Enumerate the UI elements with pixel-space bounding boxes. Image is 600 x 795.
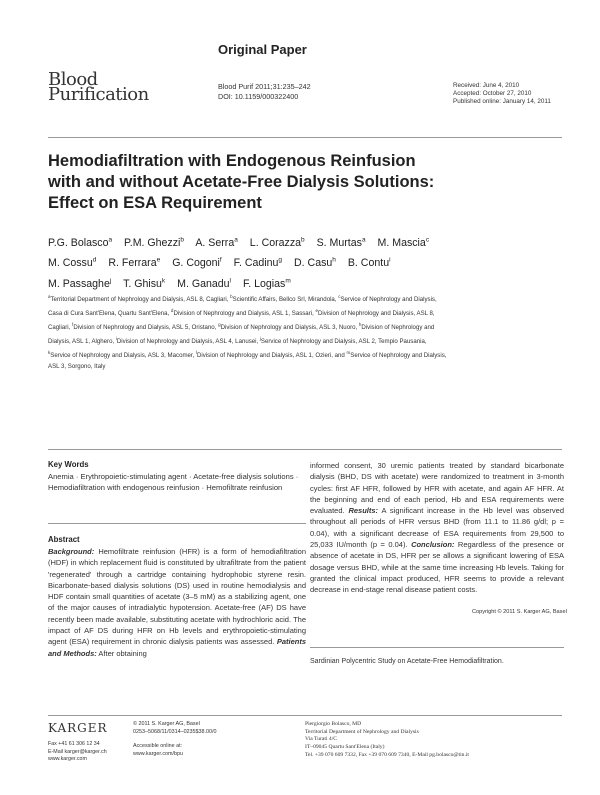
author-affiliation-mark: b	[301, 236, 305, 243]
methods-text-start: After obtaining	[96, 648, 147, 658]
running-head: Sardinian Polycentric Study on Acetate-Free Hemodiafiltration.	[310, 658, 504, 665]
correspondence	[305, 721, 469, 760]
online-url[interactable]: www.karger.com/bpu	[133, 750, 184, 757]
journal-logo	[48, 69, 149, 105]
affiliation-mark: e	[315, 307, 318, 313]
author-name	[48, 278, 111, 290]
methods-text-rest: informed consent, 30 uremic patients treated by standard bicarbonate dialysis (BHD, DS with acetate) were randomized to treatment in 3-month cycles: first AF HFR, followed by HFR with acetate, and again AF HFR. At the beginning and end of each period, Hb and ESA requirements were evaluated.	[310, 461, 564, 516]
results-label: Results:	[348, 506, 379, 516]
author-affiliation-mark: a	[361, 236, 366, 243]
author-affiliation-mark: e	[156, 256, 161, 264]
author-affiliation-mark: f	[219, 256, 222, 264]
affiliation-text: Division of Nephrology and Dialysis, ASL 1, Sassari,	[173, 309, 316, 317]
doi[interactable]: DOI: 10.1159/000322400	[218, 92, 299, 101]
author-name	[234, 257, 282, 269]
author-text: F. Cadinu	[233, 257, 279, 270]
author-name	[177, 278, 231, 290]
abstract-heading: Abstract	[48, 535, 80, 544]
issn: 0253–5068/11/0314–0235$38.00/0	[133, 728, 217, 735]
keywords-divider	[48, 523, 306, 524]
affiliation-mark: g	[218, 321, 221, 327]
author-name	[48, 237, 112, 249]
publisher-logo: KARGER	[48, 721, 108, 735]
affiliation-mark: i	[115, 335, 117, 341]
affiliation-mark: a	[48, 294, 51, 299]
affiliation-mark: b	[230, 294, 233, 299]
conclusion-text: Regardless of the presence or absence of acetate in DS, HFR per se allows a significant lowering of ESA dosage versus BHD, while at the same time increasing Hb levels. Taking for granted the clinical impact produced, HFR seems to provide a relevant decrease in end-stage renal disease patient costs.	[310, 540, 565, 595]
affiliation-mark: h	[358, 321, 362, 327]
author-name	[243, 278, 291, 290]
background-text: Hemofiltrate reinfusion (HFR) is a form of hemodiafiltration (HDF) in which replacement fluid is constituted by ultrafiltrate from the patient 'regenerated' through a cartridge containing hydrophobic styrene resin. Bicarbonate-based dialysis solutions (DS) used in routine hemodialysis and HDF contain small quantities of acetate (3–5 mM) as a stabilizing agent, one of the major causes of intradialytic hypotension. Acetate-free (AF) DS have recently been made available, substituting acetate with hydrochloric acid. The impact of AF DS during HFR on Hb levels and erythropoietic-stimulating agent (ESA) requirement in chronic dialysis patients was assessed.	[48, 547, 306, 647]
middle-divider	[48, 449, 562, 450]
author-name	[250, 237, 305, 249]
author-text: S. Murtas	[316, 236, 362, 249]
running-head-divider	[310, 647, 564, 648]
affiliation-text: Service of Nephrology and Dialysis, Casa di Cura Sant'Elena, Quartu Sant'Elena,	[48, 296, 437, 317]
author-name	[294, 257, 336, 269]
affiliation-text: Service of Nephrology and Dialysis, ASL 3, Macomer,	[50, 351, 197, 359]
affiliation-mark: d	[170, 307, 174, 313]
author-text: D. Casu	[294, 257, 333, 270]
title-line-3: Effect on ESA Requirement	[48, 194, 262, 212]
affiliation-mark: m	[346, 349, 351, 355]
author-text: P.M. Ghezzi	[124, 236, 181, 249]
publication-info	[133, 721, 217, 758]
affiliation-text: Division of Nephrology and Dialysis, ASL 3, Nuoro,	[220, 323, 359, 331]
author-affiliation-mark: g	[278, 256, 283, 264]
background-label: Background:	[48, 547, 95, 556]
publisher-web[interactable]: www.karger.com	[48, 756, 87, 763]
affiliation-text: Division of Nephrology and Dialysis, ASL 5, Oristano,	[73, 323, 219, 331]
section-label: Original Paper	[218, 42, 307, 57]
affiliation-text: Service of Nephrology and Dialysis, ASL 3, Sorgono, Italy	[48, 351, 447, 370]
author-text: M. Mascia	[377, 236, 426, 249]
journal-logo-line1: Blood	[48, 69, 98, 90]
author-text: L. Corazza	[249, 236, 302, 249]
author-name	[123, 278, 165, 290]
affiliation-mark: c	[338, 294, 341, 299]
author-affiliation-mark: b	[180, 236, 184, 243]
affiliation-text: Division of Nephrology and Dialysis, ASL 1, Ozieri, and	[197, 351, 347, 359]
author-affiliation-mark: d	[92, 256, 97, 264]
top-divider	[48, 137, 562, 138]
footer-spacer	[133, 736, 217, 743]
footer-divider	[48, 715, 562, 716]
author-name	[348, 257, 391, 269]
author-name	[108, 257, 160, 269]
affiliations	[48, 292, 448, 373]
author-text: M. Passaghe	[48, 277, 110, 290]
conclusion-label: Conclusion:	[411, 540, 455, 550]
author-affiliation-mark: m	[285, 277, 291, 285]
received-date: Received: June 4, 2010	[453, 82, 520, 89]
author-affiliation-mark: i	[389, 256, 391, 264]
title-line-1: Hemodiafiltration with Endogenous Reinfusion	[48, 152, 416, 170]
online-label: Accessible online at:	[133, 743, 183, 750]
author-affiliation-mark: j	[109, 277, 112, 285]
publisher-contact	[48, 741, 107, 764]
affiliation-text: Territorial Department of Nephrology and Dialysis, ASL 8, Cagliari,	[50, 296, 231, 304]
author-text: G. Cogoni	[172, 257, 220, 270]
author-name	[124, 237, 184, 249]
publisher-fax: Fax +41 61 306 12 34	[48, 741, 100, 747]
contact-name: Piergiorgio Bolasco, MD	[305, 721, 362, 727]
author-name	[317, 237, 366, 249]
affiliation-text: Division of Nephrology and Dialysis, ASL 8, Cagliari,	[48, 309, 435, 331]
author-name	[378, 237, 430, 249]
author-list	[48, 231, 558, 293]
article-title	[48, 151, 568, 214]
results-text: A significant increase in the Hb level was observed throughout all periods of HFR versus BHD (from 11.1 to 11.86 g/dl; p = 0.04), with a significant decrease of ESA requirements from 29,500 to 25,033 IU/month (p = 0.04).	[310, 506, 564, 550]
contact-phone[interactable]: Tel. +39 070 609 7332, Fax +39 070 609 7340, E-Mail pg.bolasco@tin.it	[305, 751, 469, 758]
affiliation-text: Division of Nephrology and Dialysis, ASL 4, Lanusei,	[116, 337, 260, 345]
affiliation-text: Division of Nephrology and Dialysis, ASL 1, Alghero,	[48, 323, 435, 345]
abstract-right-column	[310, 460, 564, 596]
affiliation-mark: l	[196, 349, 198, 355]
author-text: R. Ferrara	[108, 257, 157, 270]
affiliation-mark: k	[48, 349, 51, 355]
citation-block	[218, 82, 311, 102]
author-text: T. Ghisu	[123, 277, 162, 290]
title-line-2: with and without Acetate-Free Dialysis Solutions:	[48, 173, 435, 191]
author-affiliation-mark: k	[161, 277, 166, 285]
dates-block	[453, 82, 551, 107]
author-affiliation-mark: c	[425, 236, 430, 243]
contact-city: IT–09045 Quartu Sant'Elena (Italy)	[305, 744, 385, 751]
author-text: A. Serra	[195, 236, 235, 249]
published-date: Published online: January 14, 2011	[453, 98, 551, 106]
abstract-left-column	[48, 546, 306, 659]
publisher-email[interactable]: E-Mail karger@karger.ch	[48, 748, 107, 755]
author-name	[195, 237, 237, 249]
journal-logo-line2: Purification	[48, 84, 149, 105]
affiliation-text: Service of Nephrology and Dialysis, ASL 2, Tempio Pausania,	[260, 337, 427, 345]
affiliation-mark: f	[72, 321, 74, 327]
author-affiliation-mark: h	[332, 256, 336, 264]
author-name	[48, 257, 96, 269]
keywords-heading: Key Words	[48, 460, 89, 469]
author-text: P.G. Bolasco	[48, 236, 109, 249]
author-affiliation-mark: l	[229, 277, 231, 285]
contact-street: Via Turati 4/C	[305, 736, 337, 743]
author-affiliation-mark: a	[234, 236, 238, 243]
keywords-text: Anemia · Erythropoietic-stimulating agent · Acetate-free dialysis solutions · Hemodiafiltration with endogenous reinfusion · Hemofiltrate reinfusion	[48, 472, 299, 493]
author-affiliation-mark: a	[108, 236, 113, 243]
footer-copyright: © 2011 S. Karger AG, Basel	[133, 721, 200, 727]
author-text: F. Logias	[242, 277, 286, 290]
author-text: M. Ganadu	[177, 277, 230, 290]
contact-dept: Territorial Department of Nephrology and Dialysis	[305, 728, 419, 735]
methods-label: Patients and Methods:	[48, 637, 306, 658]
author-text: M. Cossu	[48, 257, 93, 270]
affiliation-mark: j	[259, 335, 261, 341]
accepted-date: Accepted: October 27, 2010	[453, 90, 532, 98]
copyright-notice: Copyright © 2011 S. Karger AG, Basel	[472, 609, 567, 615]
author-text: B. Contu	[347, 257, 390, 270]
citation: Blood Purif 2011;31:235–242	[218, 82, 311, 91]
affiliation-text: Scientific Affairs, Bellco Srl, Mirandola,	[232, 296, 339, 304]
author-name	[172, 257, 222, 269]
